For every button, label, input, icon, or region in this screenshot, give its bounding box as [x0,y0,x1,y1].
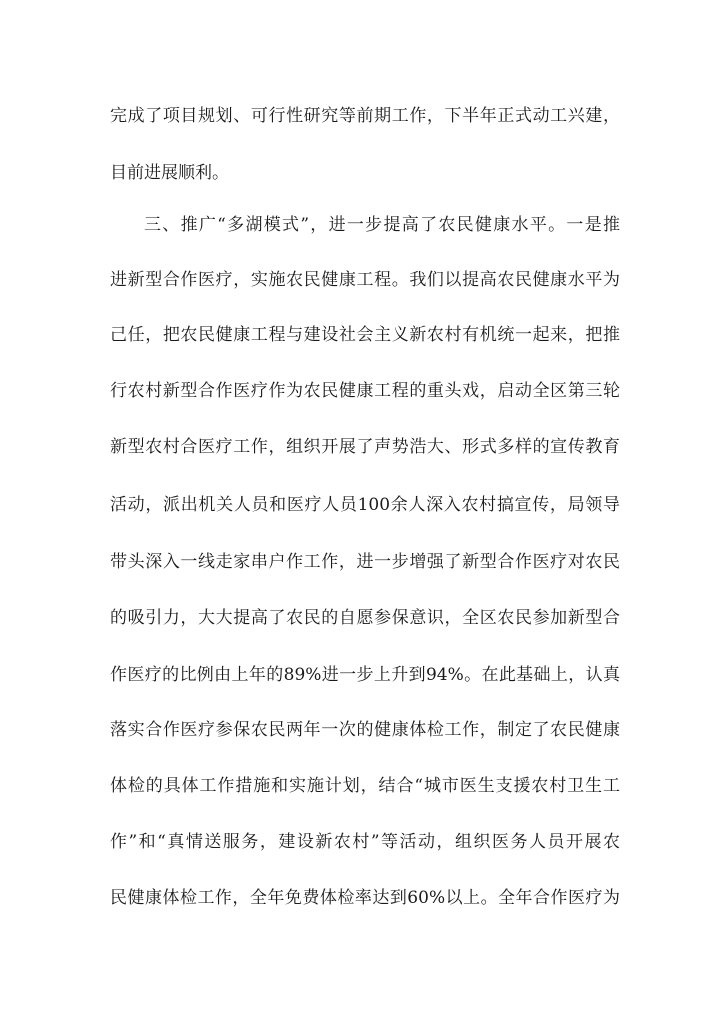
text-line-12: 落实合作医疗参保农民两年一次的健康体检工作，制定了农民健康 [110,720,620,740]
text-line-14: 作”和“真情送服务，建设新农村”等活动，组织医务人员开展农 [110,832,620,852]
text-line-11: 作医疗的比例由上年的89%进一步上升到94%。在此基础上，认真 [110,665,620,685]
text-line-3: 三、推广“多湖模式”，进一步提高了农民健康水平。一是推 [144,215,620,235]
text-line-6: 行农村新型合作医疗作为农民健康工程的重头戏，启动全区第三轮 [110,381,620,401]
text-line-13: 体检的具体工作措施和实施计划，结合“城市医生支援农村卫生工 [110,776,620,796]
text-line-9: 带头深入一线走家串户作工作，进一步增强了新型合作医疗对农民 [110,552,620,572]
text-line-8: 活动，派出机关人员和医疗人员100余人深入农村搞宣传，局领导 [110,495,620,515]
text-line-15: 民健康体检工作，全年免费体检率达到60%以上。全年合作医疗为 [110,888,620,908]
text-line-7: 新型农村合医疗工作，组织开展了声势浩大、形式多样的宣传教育 [110,437,620,457]
text-line-2: 目前进展顺利。 [110,163,229,183]
text-line-1: 完成了项目规划、可行性研究等前期工作，下半年正式动工兴建， [110,106,620,126]
text-line-5: 己任，把农民健康工程与建设社会主义新农村有机统一起来，把推 [110,325,620,345]
text-line-4: 进新型合作医疗，实施农民健康工程。我们以提高农民健康水平为 [110,270,620,290]
text-line-10: 的吸引力，大大提高了农民的自愿参保意识，全区农民参加新型合 [110,608,620,628]
